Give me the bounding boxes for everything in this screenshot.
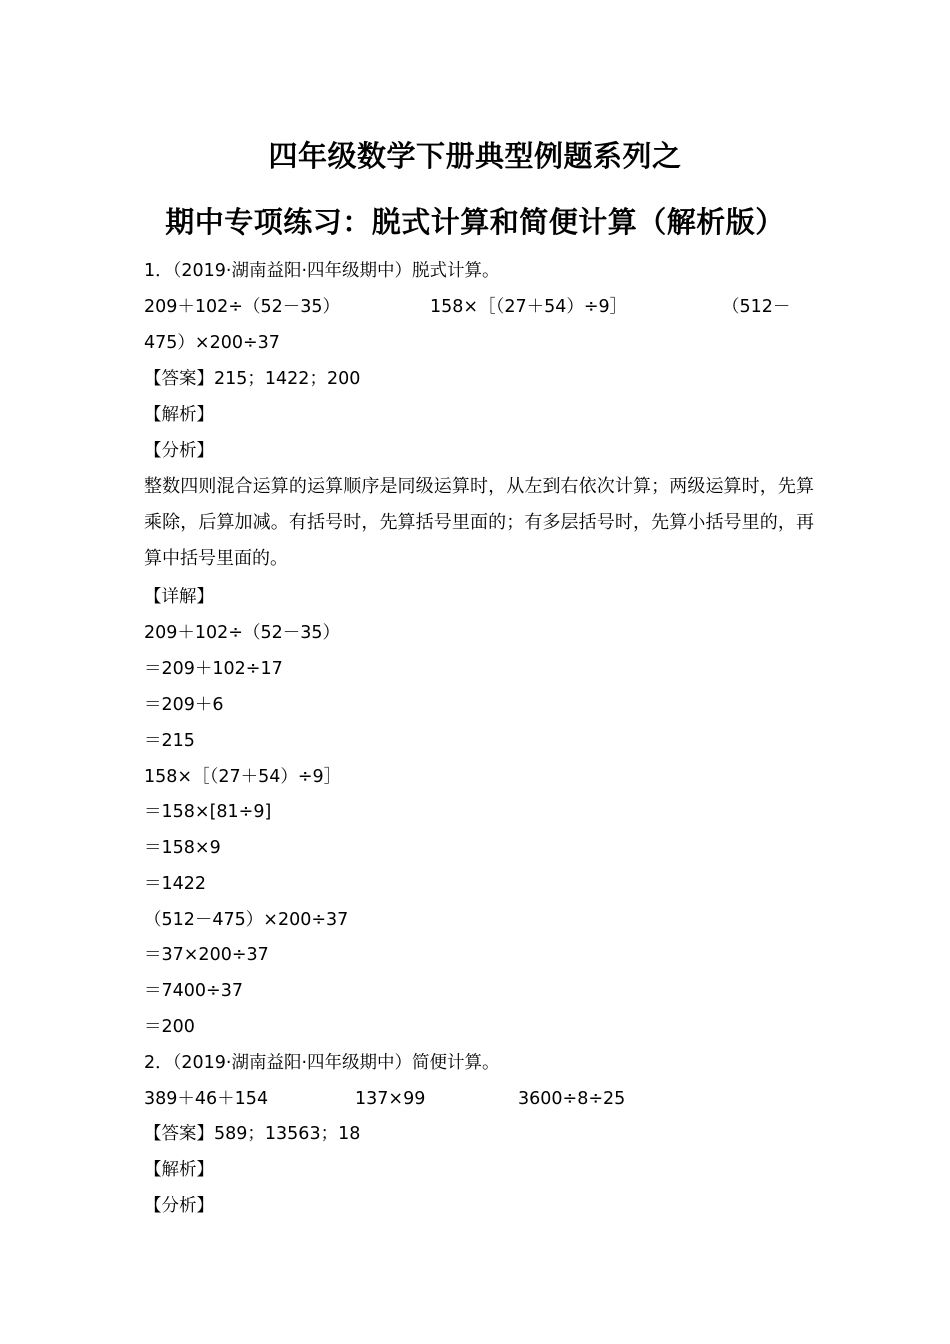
q2-jiexi-label: 【解析】 [144, 1160, 214, 1180]
q1-step: 209＋102÷（52－35） [144, 623, 341, 643]
q2-expression-a: 389＋46＋154 [144, 1089, 269, 1109]
q1-header: 1．（2019·湖南益阳·四年级期中）脱式计算。 [144, 261, 500, 281]
q1-answer: 【答案】215；1422；200 [144, 369, 361, 389]
q1-step: ＝200 [144, 1017, 195, 1037]
q1-step: ＝215 [144, 731, 195, 751]
q1-step: ＝209＋102÷17 [144, 659, 283, 679]
q1-expression-c-part1: （512－ [722, 297, 791, 317]
q1-fenxi-label: 【分析】 [144, 441, 214, 461]
q1-step: ＝209＋6 [144, 695, 224, 715]
q1-expression-c-part2: 475）×200÷37 [144, 333, 280, 353]
q1-step: 158×［（27＋54）÷9］ [144, 767, 342, 787]
document-subtitle: 期中专项练习：脱式计算和简便计算（解析版） [165, 205, 785, 239]
q1-xiangjie-label: 【详解】 [144, 587, 214, 607]
q1-jiexi-label: 【解析】 [144, 405, 214, 425]
q1-step: ＝158×[81÷9] [144, 802, 272, 822]
q1-analysis-paragraph: 整数四则混合运算的运算顺序是同级运算时，从左到右依次计算；两级运算时，先算乘除，后算加减。有括号时，先算括号里面的；有多层括号时，先算小括号里的，再算中括号里面的。 [144, 476, 814, 569]
document-title: 四年级数学下册典型例题系列之 [268, 139, 682, 173]
q1-expression-b: 158×［（27＋54）÷9］ [430, 297, 628, 317]
q2-answer: 【答案】589；13563；18 [144, 1124, 361, 1144]
q1-expressions [144, 295, 804, 319]
q1-step: ＝37×200÷37 [144, 945, 269, 965]
q2-fenxi-label: 【分析】 [144, 1196, 214, 1216]
q1-step: ＝7400÷37 [144, 981, 243, 1001]
q2-expressions [144, 1087, 804, 1111]
q2-header: 2．（2019·湖南益阳·四年级期中）简便计算。 [144, 1053, 500, 1073]
q1-step: （512－475）×200÷37 [144, 910, 349, 930]
q2-expression-b: 137×99 [355, 1089, 426, 1109]
q1-step: ＝1422 [144, 874, 207, 894]
q1-step: ＝158×9 [144, 838, 221, 858]
q1-expression-a: 209＋102÷（52－35） [144, 297, 341, 317]
q2-expression-c: 3600÷8÷25 [518, 1089, 626, 1109]
